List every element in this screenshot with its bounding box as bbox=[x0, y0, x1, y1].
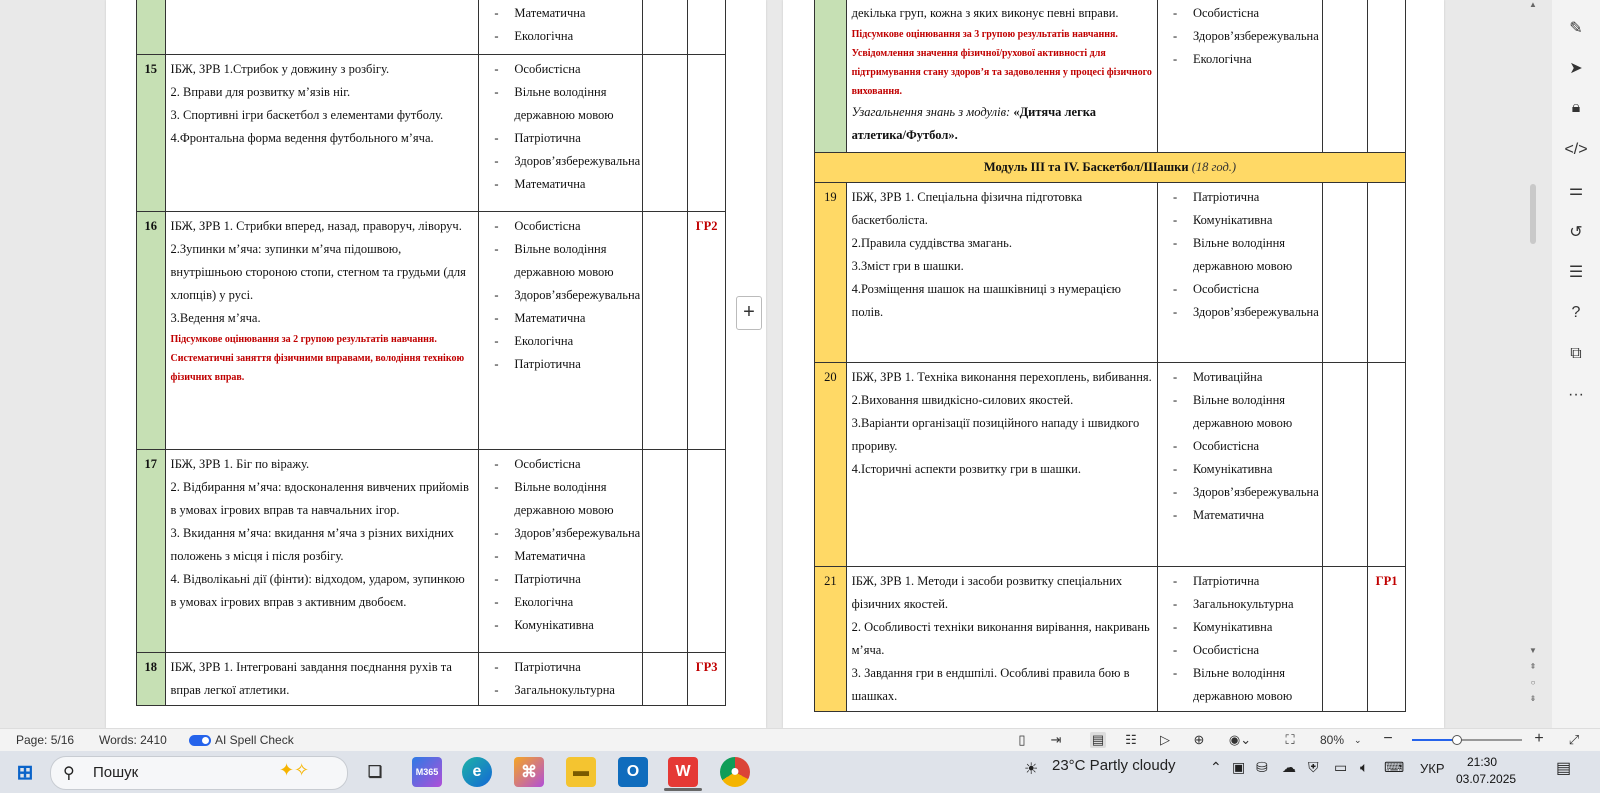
microsoft-365-icon[interactable]: M365 bbox=[412, 757, 442, 787]
lesson-content[interactable] bbox=[165, 55, 479, 212]
fullscreen-icon[interactable]: ⤢ bbox=[1568, 732, 1580, 747]
module-hours: (18 год.) bbox=[1191, 160, 1237, 174]
show-hidden-icons[interactable]: ⌃ bbox=[1210, 759, 1222, 775]
document-page-left[interactable] bbox=[106, 0, 766, 728]
weather-icon[interactable]: ☀ bbox=[1024, 761, 1039, 778]
table-row bbox=[815, 363, 1406, 567]
assessment-note: Підсумкове оцінювання за 2 групою результатів навчання. Систематичні заняття фізичними вправами, володіння технікою фізичних вправ. bbox=[170, 334, 465, 383]
scroll-down-icon[interactable]: ▼ bbox=[1529, 646, 1537, 655]
status-bar bbox=[0, 728, 1600, 751]
clock-time: 21:30 bbox=[1466, 755, 1498, 769]
summary-modules: «Дитяча легка атлетика/Футбол». bbox=[851, 105, 1097, 142]
competency-item: - Патріотична bbox=[484, 568, 637, 591]
lesson-content[interactable] bbox=[165, 212, 479, 450]
empty-cell[interactable] bbox=[643, 450, 688, 653]
content-line: 2. Особливості техніки виконання вирівання, накривань м’яча. bbox=[851, 620, 1150, 657]
tray-app-icon-2[interactable]: ⛁ bbox=[1256, 759, 1268, 775]
content-line: ІБЖ, ЗРВ 1. Інтегровані завдання поєднання рухів та вправ легкої атлетики. bbox=[170, 660, 452, 697]
lesson-table-right bbox=[814, 0, 1406, 712]
more-icon[interactable]: ··· bbox=[1568, 386, 1584, 403]
web-view-icon[interactable]: ⊕ bbox=[1193, 732, 1205, 747]
scroll-up-icon[interactable]: ▲ bbox=[1529, 0, 1537, 9]
search-icon: ⚲ bbox=[63, 765, 75, 782]
content-line: 2. Вправи для розвитку м’язів ніг. bbox=[170, 85, 351, 99]
competency-item: - Здоров’язбережувальна bbox=[484, 284, 637, 307]
empty-cell[interactable] bbox=[1323, 567, 1368, 712]
empty-cell[interactable] bbox=[643, 0, 688, 55]
keyboard-icon[interactable]: ⌨ bbox=[1384, 759, 1405, 775]
content-line: ІБЖ, ЗРВ 1. Методи і засоби розвитку спеціальних фізичних якостей. bbox=[851, 574, 1123, 611]
clear-icon[interactable]: ⧉ bbox=[1570, 345, 1582, 362]
competency-item: - Комунікативна bbox=[484, 614, 637, 637]
competencies-cell[interactable] bbox=[479, 653, 643, 706]
file-explorer-icon[interactable]: ▬ bbox=[566, 757, 596, 787]
table-row bbox=[137, 450, 726, 653]
lesson-content[interactable] bbox=[165, 653, 479, 706]
vertical-scrollbar[interactable] bbox=[1528, 0, 1538, 716]
lesson-content[interactable] bbox=[165, 0, 479, 55]
competency-item: - Вільне володіння державною мовою bbox=[1163, 232, 1317, 278]
lesson-content[interactable] bbox=[846, 183, 1157, 363]
competency-item: - Математична bbox=[1163, 504, 1317, 527]
competency-item: - Вільне володіння державною мовою bbox=[484, 476, 637, 522]
competency-item: - Комунікативна bbox=[1163, 209, 1317, 232]
sliders-icon[interactable]: ⚌ bbox=[1568, 182, 1584, 199]
competency-item: - Патріотична bbox=[484, 127, 637, 150]
lesson-content[interactable] bbox=[165, 450, 479, 653]
lesson-table-left bbox=[136, 0, 726, 706]
competency-item: - Математична bbox=[484, 307, 637, 330]
summary-line bbox=[852, 101, 1152, 147]
competency-item: - Комунікативна bbox=[1163, 458, 1317, 481]
result-group bbox=[1368, 363, 1406, 567]
competency-item: - Здоров’язбережувальна bbox=[1163, 25, 1317, 48]
empty-cell[interactable] bbox=[1323, 363, 1368, 567]
content-line: 2.Виховання швидкісно-силових якостей. bbox=[851, 393, 1074, 407]
competency-item: - Комунікативна bbox=[1163, 616, 1317, 639]
word-count[interactable]: Words: 2410 bbox=[99, 733, 167, 747]
content-line: 2.Зупинки м’яча: зупинки м’яча підошвою, внутрішньою стороною стопи, стегном та грудьми (для хлопців) у русі. bbox=[170, 242, 466, 302]
table-row bbox=[815, 183, 1406, 363]
competencies-cell[interactable] bbox=[1157, 363, 1322, 567]
competency-item: - Особистісна bbox=[1163, 2, 1317, 25]
competencies-cell[interactable] bbox=[1157, 567, 1322, 712]
lesson-number: 15 bbox=[137, 55, 166, 212]
content-line: 3. Вкидання м’яча: вкидання м’яча з різних вихідних положень з місця і після розбігу. bbox=[170, 526, 454, 563]
content-line: 4. Відволікаьні дії (фінти): відходом, ударом, зупинкою в умовах ігрових вправ з активним двобоєм. bbox=[170, 572, 465, 609]
competencies-cell[interactable] bbox=[479, 55, 643, 212]
competency-item: - Мотиваційна bbox=[1163, 366, 1317, 389]
result-group bbox=[688, 55, 726, 212]
result-group bbox=[1368, 0, 1406, 153]
edge-icon[interactable]: e bbox=[462, 757, 492, 787]
prev-page-icon[interactable]: ⇞ bbox=[1529, 662, 1537, 671]
content-line: ІБЖ, ЗРВ 1. Біг по віражу. bbox=[170, 457, 310, 471]
empty-cell[interactable] bbox=[643, 55, 688, 212]
page-indicator[interactable]: Page: 5/16 bbox=[16, 733, 75, 747]
lesson-content[interactable] bbox=[846, 363, 1157, 567]
zoom-slider-knob[interactable] bbox=[1452, 735, 1462, 745]
competency-item: - Особистісна bbox=[1163, 639, 1317, 662]
competency-item: - Патріотична bbox=[1163, 570, 1317, 593]
next-page-icon[interactable]: ⇟ bbox=[1529, 694, 1537, 703]
competencies-cell[interactable] bbox=[479, 450, 643, 653]
competency-item: - Особистісна bbox=[484, 58, 637, 81]
competency-item: - Математична bbox=[484, 173, 637, 196]
competency-item: - Вільне володіння державною мовою bbox=[1163, 662, 1317, 708]
empty-cell[interactable] bbox=[1323, 0, 1368, 153]
competencies-cell[interactable] bbox=[479, 0, 643, 55]
eye-protection-icon[interactable]: ◉⌄ bbox=[1228, 732, 1252, 747]
copilot-icon[interactable]: ⌘ bbox=[514, 757, 544, 787]
result-group bbox=[1368, 183, 1406, 363]
lesson-number bbox=[815, 0, 847, 153]
task-view-icon[interactable]: ❏ bbox=[367, 764, 383, 781]
competency-item: - Вільне володіння державною мовою bbox=[1163, 389, 1317, 435]
module-title: Модуль ІІІ та IV. Баскетбол/Шашки bbox=[983, 160, 1189, 174]
empty-cell[interactable] bbox=[643, 212, 688, 450]
active-app-indicator bbox=[664, 788, 702, 791]
result-group: ГР1 bbox=[1368, 567, 1406, 712]
help-icon[interactable]: ? bbox=[1571, 304, 1581, 321]
clock[interactable] bbox=[1456, 754, 1517, 788]
result-group: ГР3 bbox=[688, 653, 726, 706]
table-row bbox=[815, 567, 1406, 712]
competency-item: - Екологічна bbox=[484, 330, 637, 353]
add-page-button[interactable]: + bbox=[736, 296, 762, 330]
competency-item: - Особистісна bbox=[1163, 435, 1317, 458]
competency-item: - Математична bbox=[484, 545, 637, 568]
empty-cell[interactable] bbox=[1323, 183, 1368, 363]
competency-item: - Патріотична bbox=[1163, 186, 1317, 209]
lesson-number: 20 bbox=[815, 363, 847, 567]
pointer-icon[interactable]: ➤ bbox=[1569, 60, 1583, 77]
competency-item: - Вільне володіння державною мовою bbox=[484, 238, 637, 284]
table-row bbox=[137, 0, 726, 55]
competency-item: - Особистісна bbox=[1163, 278, 1317, 301]
summary-label: Узагальнення знань з модулів: bbox=[851, 105, 1011, 119]
scrollbar-thumb[interactable] bbox=[1530, 184, 1536, 244]
competency-item: - Екологічна bbox=[1163, 48, 1317, 71]
module-header-row bbox=[815, 153, 1406, 183]
competency-item: - Патріотична bbox=[484, 656, 637, 679]
tray-app-icon[interactable]: ▣ bbox=[1232, 759, 1246, 775]
empty-cell[interactable] bbox=[643, 653, 688, 706]
content-line: 4.Фронтальна форма ведення футбольного м’яча. bbox=[170, 131, 434, 145]
language-indicator[interactable]: УКР bbox=[1420, 761, 1445, 776]
competency-item: - Математична bbox=[484, 2, 637, 25]
zoom-in-icon[interactable]: + bbox=[1534, 730, 1544, 747]
content-line: ІБЖ, ЗРВ 1. Стрибки вперед, назад, праворуч, ліворуч. bbox=[170, 219, 462, 233]
competency-item: - Екологічна bbox=[484, 591, 637, 614]
table-row bbox=[815, 0, 1406, 153]
module-header bbox=[815, 153, 1406, 183]
assessment-note: Підсумкове оцінювання за 3 групою результатів навчання. Усвідомлення значення фізичної/рухової активності для підтримування стану здоров’я та задоволення у процесі фізичного виховання. bbox=[851, 29, 1152, 97]
clock-date: 03.07.2025 bbox=[1456, 772, 1517, 786]
content-line: декілька груп, кожна з яких виконує певні вправи. bbox=[851, 6, 1119, 20]
competencies-cell[interactable] bbox=[1157, 183, 1322, 363]
competency-item: - Патріотична bbox=[484, 353, 637, 376]
toggle-icon[interactable] bbox=[189, 735, 211, 746]
content-line: 3. Спортивні ігри баскетбол з елементами футболу. bbox=[170, 108, 444, 122]
competency-item: - Особистісна bbox=[484, 453, 637, 476]
fit-page-icon[interactable]: ⛶ bbox=[1285, 732, 1295, 747]
table-row bbox=[137, 653, 726, 706]
notifications-icon[interactable]: ▤ bbox=[1556, 760, 1572, 777]
content-line: ІБЖ, ЗРВ 1.Стрибок у довжину з розбігу. bbox=[170, 62, 390, 76]
content-line: ІБЖ, ЗРВ 1. Спеціальна фізична підготовка баскетболіста. bbox=[851, 190, 1083, 227]
wps-office-icon[interactable]: W bbox=[668, 757, 698, 787]
content-line: 2.Правила суддівства змагань. bbox=[851, 236, 1012, 250]
copilot-sparkle-icon: ✦✧ bbox=[279, 760, 310, 780]
outline-icon[interactable]: ☰ bbox=[1568, 264, 1584, 281]
volume-icon[interactable]: 🔈︎ bbox=[1360, 759, 1369, 775]
content-line: 4.Історичні аспекти розвитку гри в шашки. bbox=[851, 462, 1081, 476]
result-group: ГР2 bbox=[688, 212, 726, 450]
lesson-content[interactable] bbox=[846, 567, 1157, 712]
battery-icon[interactable]: ▭ bbox=[1334, 759, 1348, 775]
pen-icon[interactable]: ✎ bbox=[1569, 20, 1583, 37]
content-line: 3.Варіанти організації позиційного нападу і швидкого прориву. bbox=[851, 416, 1140, 453]
document-page-right[interactable] bbox=[783, 0, 1444, 728]
content-line: 3. Завдання гри в ендшпілі. Особливі правила бою в шашках. bbox=[851, 666, 1130, 703]
competencies-cell[interactable] bbox=[479, 212, 643, 450]
lesson-number: 18 bbox=[137, 653, 166, 706]
content-line: 3.Ведення м’яча. bbox=[170, 311, 261, 325]
lesson-content[interactable] bbox=[846, 0, 1157, 153]
select-browse-icon[interactable]: ○ bbox=[1530, 678, 1536, 687]
zoom-dropdown-icon[interactable]: ⌄ bbox=[1354, 735, 1362, 745]
windows-start-icon[interactable]: ⊞ bbox=[16, 761, 34, 784]
play-icon[interactable]: ▷ bbox=[1160, 732, 1170, 747]
competency-item: - Екологічна bbox=[484, 25, 637, 48]
competency-item: - Здоров’язбережувальна bbox=[1163, 301, 1317, 324]
competency-item: - Здоров’язбережувальна bbox=[1163, 481, 1317, 504]
competency-item: - Здоров’язбережувальна bbox=[484, 522, 637, 545]
table-row bbox=[137, 55, 726, 212]
export-icon[interactable]: ⇥ bbox=[1050, 732, 1062, 747]
onedrive-icon[interactable]: ☁ bbox=[1282, 759, 1296, 775]
lesson-number bbox=[137, 0, 166, 55]
zoom-out-icon[interactable]: − bbox=[1383, 730, 1393, 747]
weather-text[interactable]: 23°C Partly cloudy bbox=[1052, 757, 1176, 774]
table-row bbox=[137, 212, 726, 450]
code-icon[interactable]: </> bbox=[1564, 141, 1588, 158]
competency-item: - Особистісна bbox=[484, 215, 637, 238]
lesson-number: 21 bbox=[815, 567, 847, 712]
content-line: 2. Відбирання м’яча: вдосконалення вивчених прийомів в умовах ігрових вправ та навчальних ігор. bbox=[170, 480, 469, 517]
chrome-icon[interactable]: ● bbox=[720, 757, 750, 787]
competency-item: - Вільне володіння державною мовою bbox=[484, 81, 637, 127]
windows-taskbar bbox=[0, 751, 1600, 793]
outline-view-icon[interactable]: ☷ bbox=[1125, 732, 1137, 747]
right-tool-panel bbox=[1552, 0, 1600, 728]
zoom-level[interactable]: 80% bbox=[1320, 733, 1345, 747]
competency-item: - Загальнокультурна bbox=[484, 679, 637, 702]
zoom-slider[interactable] bbox=[1412, 739, 1522, 741]
content-line: ІБЖ, ЗРВ 1. Техніка виконання перехоплень, вибивання. bbox=[851, 370, 1152, 384]
lesson-number: 17 bbox=[137, 450, 166, 653]
spell-check-label: AI Spell Check bbox=[215, 733, 294, 747]
spell-check-toggle[interactable] bbox=[189, 733, 294, 747]
history-icon[interactable]: ↺ bbox=[1569, 224, 1583, 241]
lesson-number: 16 bbox=[137, 212, 166, 450]
content-line: 4.Розміщення шашок на шашківниці з нумерацією полів. bbox=[851, 282, 1121, 319]
outlook-icon[interactable]: O bbox=[618, 757, 648, 787]
lesson-number: 19 bbox=[815, 183, 847, 363]
result-group bbox=[688, 0, 726, 55]
competency-item: - Здоров’язбережувальна bbox=[484, 150, 637, 173]
content-line: 3.Зміст гри в шашки. bbox=[851, 259, 964, 273]
competency-item: - Загальнокультурна bbox=[1163, 593, 1317, 616]
taskbar-search[interactable] bbox=[50, 756, 348, 790]
read-mode-icon[interactable]: ▯ bbox=[1018, 732, 1026, 747]
security-icon[interactable]: ⛨ bbox=[1308, 759, 1319, 775]
competencies-cell[interactable] bbox=[1157, 0, 1322, 153]
search-label: Пошук bbox=[93, 764, 139, 781]
lock-icon[interactable]: 🔒︎ bbox=[1571, 99, 1581, 116]
result-group bbox=[688, 450, 726, 653]
page-view-icon[interactable]: ▤ bbox=[1091, 732, 1105, 747]
